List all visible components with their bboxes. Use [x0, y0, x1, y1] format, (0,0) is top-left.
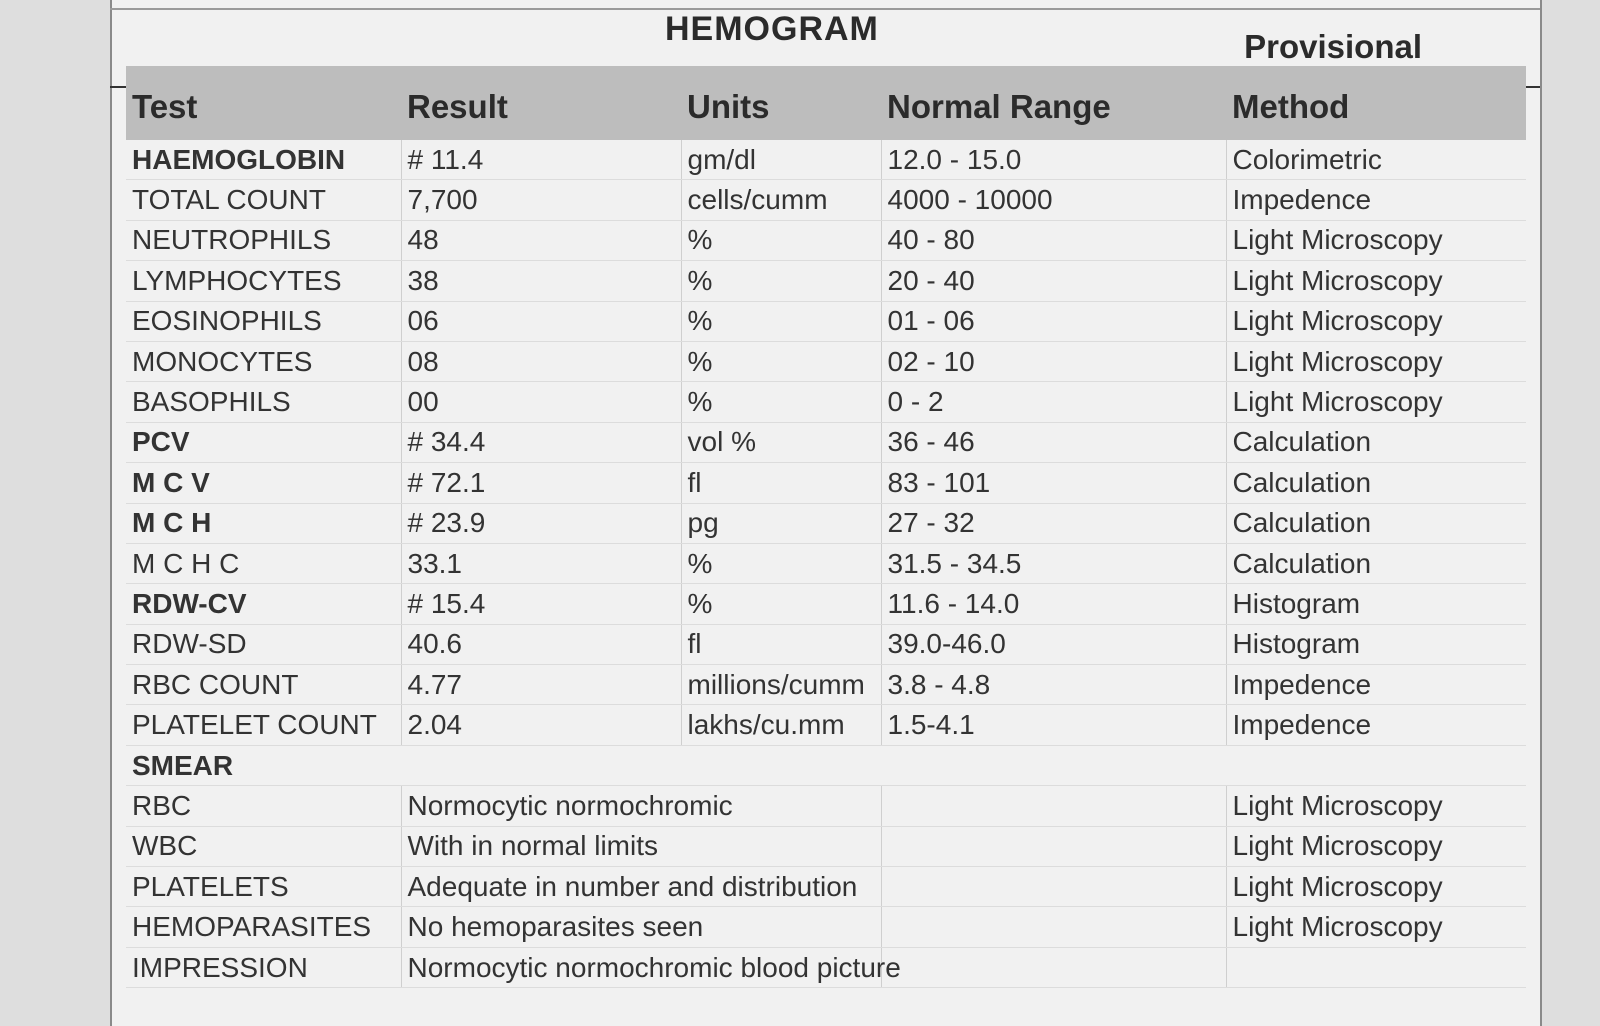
- test-result: 00: [401, 382, 681, 422]
- table-header-row: [126, 66, 1526, 140]
- smear-test: PLATELETS: [126, 867, 401, 907]
- table-row: [126, 301, 1526, 341]
- column-header-result: Result: [401, 66, 681, 140]
- table-row: [126, 503, 1526, 543]
- test-name: EOSINOPHILS: [126, 301, 401, 341]
- table-row: [126, 705, 1526, 745]
- test-result: # 11.4: [401, 140, 681, 180]
- test-result: # 15.4: [401, 584, 681, 624]
- test-name: M C H C: [126, 543, 401, 583]
- column-header-units: Units: [681, 66, 881, 140]
- test-units: lakhs/cu.mm: [681, 705, 881, 745]
- smear-range-blank: [881, 786, 1226, 826]
- test-name: RBC COUNT: [126, 665, 401, 705]
- test-result: 48: [401, 220, 681, 260]
- smear-method: Light Microscopy: [1226, 907, 1526, 947]
- test-name: NEUTROPHILS: [126, 220, 401, 260]
- test-units: vol %: [681, 422, 881, 462]
- report-status: Provisional: [1244, 28, 1422, 65]
- test-name: PCV: [126, 422, 401, 462]
- test-name: MONOCYTES: [126, 341, 401, 381]
- test-range: 4000 - 10000: [881, 180, 1226, 220]
- test-name: HAEMOGLOBIN: [126, 140, 401, 180]
- test-range: 11.6 - 14.0: [881, 584, 1226, 624]
- test-name: M C V: [126, 463, 401, 503]
- smear-method: Light Microscopy: [1226, 867, 1526, 907]
- smear-test: HEMOPARASITES: [126, 907, 401, 947]
- test-units: millions/cumm: [681, 665, 881, 705]
- test-name: PLATELET COUNT: [126, 705, 401, 745]
- test-units: pg: [681, 503, 881, 543]
- smear-row: [126, 947, 1526, 987]
- test-range: 39.0-46.0: [881, 624, 1226, 664]
- test-range: 20 - 40: [881, 261, 1226, 301]
- test-result: 7,700: [401, 180, 681, 220]
- smear-range-blank: [881, 826, 1226, 866]
- table-row: [126, 140, 1526, 180]
- smear-range-blank: [881, 867, 1226, 907]
- smear-method: Light Microscopy: [1226, 786, 1526, 826]
- test-method: Impedence: [1226, 705, 1526, 745]
- test-name: LYMPHOCYTES: [126, 261, 401, 301]
- test-units: %: [681, 543, 881, 583]
- column-header-range: Normal Range: [881, 66, 1226, 140]
- smear-row: [126, 786, 1526, 826]
- table-row: [126, 382, 1526, 422]
- test-result: 40.6: [401, 624, 681, 664]
- table-row: [126, 665, 1526, 705]
- smear-result: Adequate in number and distribution: [401, 867, 881, 907]
- test-result: 06: [401, 301, 681, 341]
- test-method: Light Microscopy: [1226, 261, 1526, 301]
- smear-method: Light Microscopy: [1226, 826, 1526, 866]
- smear-test: IMPRESSION: [126, 947, 401, 987]
- test-range: 02 - 10: [881, 341, 1226, 381]
- test-method: Calculation: [1226, 463, 1526, 503]
- smear-result: With in normal limits: [401, 826, 881, 866]
- smear-row: [126, 907, 1526, 947]
- smear-row: [126, 867, 1526, 907]
- test-method: Light Microscopy: [1226, 341, 1526, 381]
- smear-range-blank: [881, 907, 1226, 947]
- test-range: 12.0 - 15.0: [881, 140, 1226, 180]
- test-name: RDW-CV: [126, 584, 401, 624]
- smear-result: Normocytic normochromic blood picture: [401, 947, 881, 987]
- test-units: fl: [681, 624, 881, 664]
- report-title: HEMOGRAM: [665, 10, 879, 48]
- test-units: gm/dl: [681, 140, 881, 180]
- test-result: 2.04: [401, 705, 681, 745]
- test-units: %: [681, 341, 881, 381]
- test-result: # 34.4: [401, 422, 681, 462]
- test-name: M C H: [126, 503, 401, 543]
- smear-heading-row: [126, 745, 1526, 785]
- table-row: [126, 261, 1526, 301]
- test-units: %: [681, 261, 881, 301]
- test-range: 40 - 80: [881, 220, 1226, 260]
- smear-test: WBC: [126, 826, 401, 866]
- column-header-method: Method: [1226, 66, 1526, 140]
- test-method: Calculation: [1226, 503, 1526, 543]
- column-header-test: Test: [126, 66, 401, 140]
- test-method: Histogram: [1226, 584, 1526, 624]
- smear-heading: SMEAR: [126, 745, 1526, 785]
- test-method: Light Microscopy: [1226, 220, 1526, 260]
- table-row: [126, 220, 1526, 260]
- table-row: [126, 463, 1526, 503]
- test-result: 08: [401, 341, 681, 381]
- test-units: %: [681, 220, 881, 260]
- table-row: [126, 180, 1526, 220]
- test-method: Histogram: [1226, 624, 1526, 664]
- test-units: %: [681, 301, 881, 341]
- test-result: 4.77: [401, 665, 681, 705]
- test-method: Calculation: [1226, 422, 1526, 462]
- smear-method: [1226, 947, 1526, 987]
- table-row: [126, 624, 1526, 664]
- test-units: %: [681, 382, 881, 422]
- test-units: fl: [681, 463, 881, 503]
- test-method: Impedence: [1226, 180, 1526, 220]
- test-method: Light Microscopy: [1226, 301, 1526, 341]
- hemogram-table: [126, 66, 1526, 988]
- test-name: TOTAL COUNT: [126, 180, 401, 220]
- test-range: 0 - 2: [881, 382, 1226, 422]
- test-range: 3.8 - 4.8: [881, 665, 1226, 705]
- test-method: Calculation: [1226, 543, 1526, 583]
- test-name: RDW-SD: [126, 624, 401, 664]
- test-units: cells/cumm: [681, 180, 881, 220]
- test-method: Colorimetric: [1226, 140, 1526, 180]
- test-range: 83 - 101: [881, 463, 1226, 503]
- smear-test: RBC: [126, 786, 401, 826]
- smear-row: [126, 826, 1526, 866]
- test-result: 33.1: [401, 543, 681, 583]
- test-range: 1.5-4.1: [881, 705, 1226, 745]
- test-name: BASOPHILS: [126, 382, 401, 422]
- test-method: Light Microscopy: [1226, 382, 1526, 422]
- smear-result: No hemoparasites seen: [401, 907, 881, 947]
- test-units: %: [681, 584, 881, 624]
- smear-result: Normocytic normochromic: [401, 786, 881, 826]
- table-row: [126, 543, 1526, 583]
- table-row: [126, 341, 1526, 381]
- test-range: 31.5 - 34.5: [881, 543, 1226, 583]
- test-result: # 72.1: [401, 463, 681, 503]
- test-range: 27 - 32: [881, 503, 1226, 543]
- test-range: 36 - 46: [881, 422, 1226, 462]
- test-result: 38: [401, 261, 681, 301]
- table-row: [126, 584, 1526, 624]
- test-method: Impedence: [1226, 665, 1526, 705]
- test-result: # 23.9: [401, 503, 681, 543]
- smear-range-blank: [881, 947, 1226, 987]
- test-range: 01 - 06: [881, 301, 1226, 341]
- table-row: [126, 422, 1526, 462]
